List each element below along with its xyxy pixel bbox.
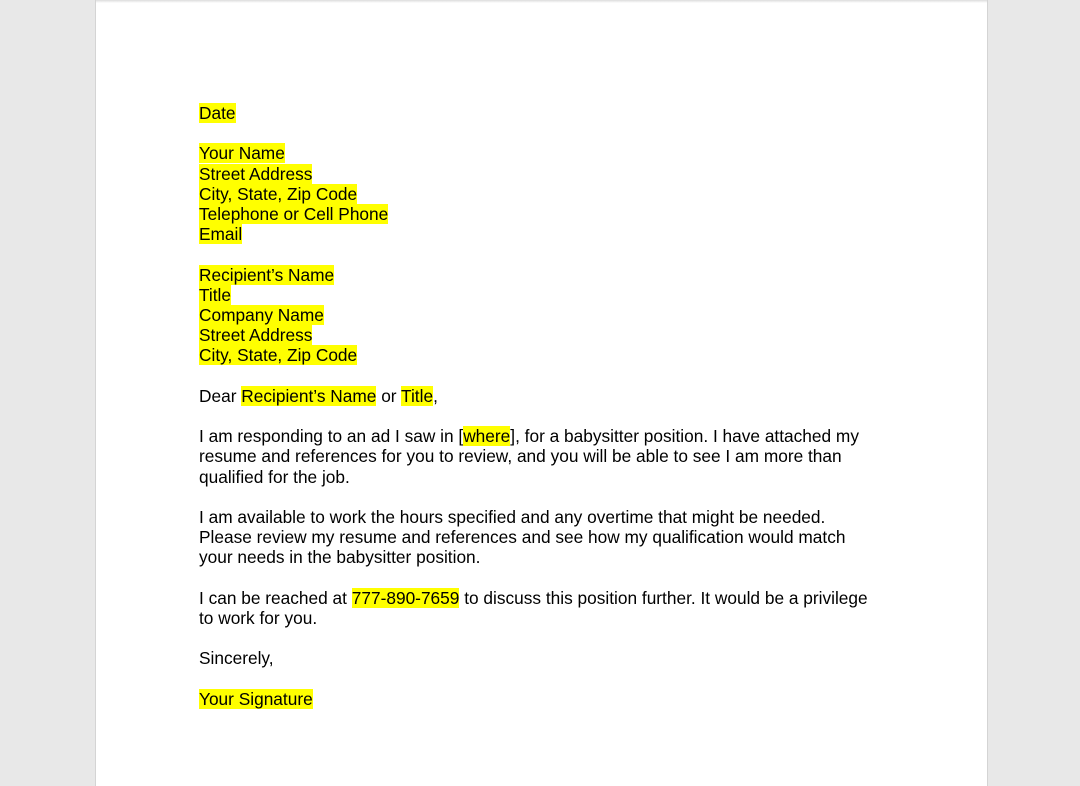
paragraph2-line1: I am available to work the hours specified and any overtime that might be needed. <box>199 506 826 527</box>
sender-email-line <box>199 224 899 244</box>
recipient-street: Street Address <box>199 325 313 346</box>
blank-line <box>199 628 899 648</box>
recipient-company: Company Name <box>199 305 324 325</box>
salutation-or: or <box>376 385 402 406</box>
page-top-edge <box>96 0 987 3</box>
sender-name-line <box>199 143 899 163</box>
paragraph3-line2: to work for you. <box>199 607 318 628</box>
date-line <box>199 103 899 123</box>
sender-city: City, State, Zip Code <box>199 183 358 204</box>
p3-text-post: to discuss this position further. It would be a privilege <box>459 587 868 608</box>
paragraph1-line3: qualified for the job. <box>199 466 350 487</box>
date-placeholder: Date <box>199 103 236 123</box>
recipient-city: City, State, Zip Code <box>199 345 358 366</box>
sender-name: Your Name <box>199 143 285 164</box>
blank-line <box>199 669 899 689</box>
paragraph1-line2: resume and references for you to review, and you will be able to see I am more than <box>199 446 842 467</box>
blank-line <box>199 568 899 588</box>
recipient-title: Title <box>199 284 232 305</box>
sender-street-line <box>199 164 899 184</box>
blank-line <box>199 244 899 264</box>
p3-text-pre: I can be reached at <box>199 587 352 608</box>
p1-text-post: ], for a babysitter position. I have attached my <box>510 426 859 447</box>
closing-line: Sincerely, <box>199 648 274 669</box>
recipient-name-line <box>199 265 899 285</box>
phone-placeholder: 777-890-7659 <box>351 587 460 608</box>
signature-line <box>199 689 899 709</box>
salutation-line <box>199 386 899 406</box>
signature-placeholder: Your Signature <box>199 688 313 709</box>
salutation-title: Title <box>401 385 434 406</box>
recipient-title-line <box>199 285 899 305</box>
blank-line <box>199 123 899 143</box>
recipient-company-line <box>199 305 899 325</box>
paragraph2-line3: your needs in the babysitter position. <box>199 547 481 568</box>
salutation-prefix: Dear <box>199 385 242 406</box>
sender-phone-line <box>199 204 899 224</box>
blank-line <box>199 366 899 386</box>
salutation-name: Recipient’s Name <box>241 385 377 406</box>
document-page <box>95 0 988 786</box>
paragraph3-line1 <box>199 588 899 608</box>
p1-text-pre: I am responding to an ad I saw in [ <box>199 426 464 447</box>
recipient-city-line <box>199 345 899 365</box>
sender-city-line <box>199 184 899 204</box>
salutation-suffix: , <box>433 385 438 406</box>
sender-email: Email <box>199 224 243 245</box>
blank-line <box>199 406 899 426</box>
blank-line <box>199 487 899 507</box>
where-placeholder: where <box>463 426 511 447</box>
recipient-name: Recipient’s Name <box>199 264 335 285</box>
paragraph1-line1 <box>199 426 899 446</box>
letter-body[interactable] <box>199 103 899 709</box>
sender-phone: Telephone or Cell Phone <box>199 204 389 224</box>
paragraph2-line2: Please review my resume and references and see how my qualification would match <box>199 527 846 548</box>
recipient-street-line <box>199 325 899 345</box>
sender-street: Street Address <box>199 163 313 184</box>
